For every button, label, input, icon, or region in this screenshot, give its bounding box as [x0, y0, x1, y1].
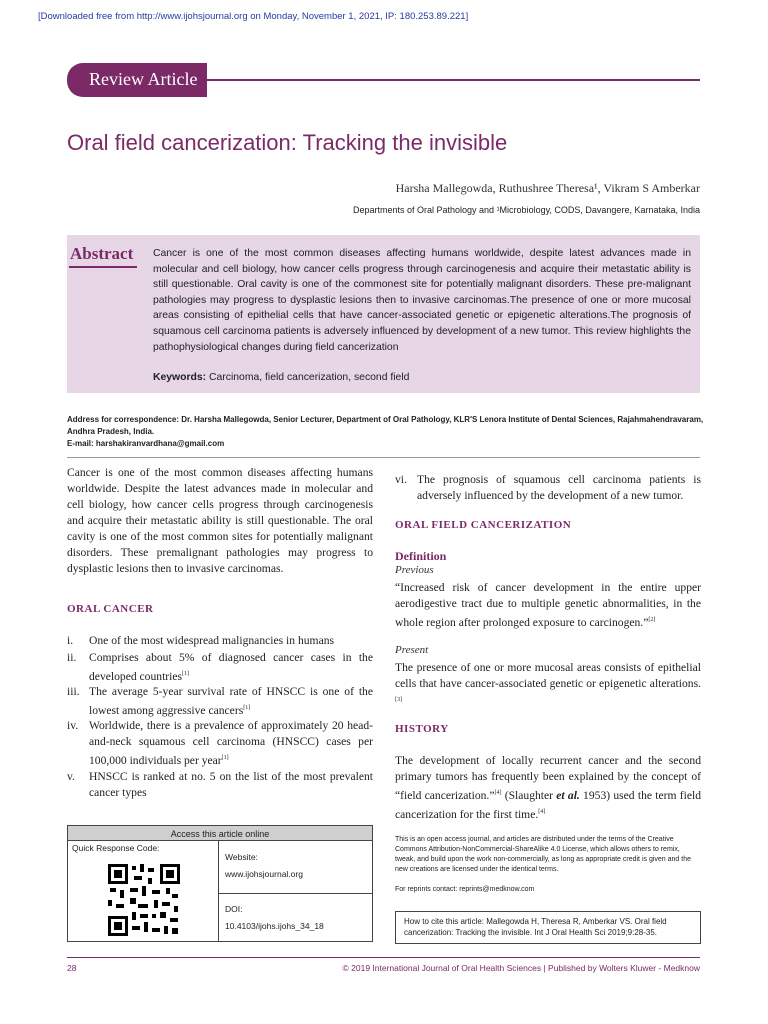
citation: [2]: [648, 617, 656, 623]
correspondence-label: Address for correspondence:: [67, 415, 180, 424]
keywords-text: Carcinoma, field cancerization, second field: [209, 372, 410, 383]
page-number: 28: [67, 963, 77, 973]
article-title: Oral field cancerization: Tracking the invisible: [67, 130, 508, 155]
qr-label: Quick Response Code:: [72, 843, 160, 853]
citation: [1]: [182, 671, 190, 677]
website-label: Website:: [225, 852, 258, 862]
header-rule: [205, 79, 700, 81]
history-text: (Slaughter: [501, 788, 557, 802]
access-divider-h: [218, 893, 373, 894]
doi-link[interactable]: 10.4103/ijohs.ijohs_34_18: [225, 921, 324, 931]
authors: Harsha Mallegowda, Ruthushree Theresa¹, Vikram S Amberkar: [395, 181, 700, 195]
reprints-contact: For reprints contact: reprints@medknow.com: [395, 886, 535, 893]
citation: [4]: [494, 790, 502, 796]
history-text: The development of locally recurrent cancer and the second primary tumors has frequently been explained by the concept of “field cancerization.”: [395, 754, 701, 802]
list-num: ii.: [67, 651, 77, 664]
doi-label: DOI:: [225, 904, 243, 914]
footer-rule: [67, 957, 700, 958]
list-num: iii.: [67, 685, 80, 698]
article-type-tab: [67, 63, 207, 97]
access-heading: Access this article online: [67, 825, 373, 841]
keywords-label: Keywords:: [153, 372, 207, 383]
affiliation: Departments of Oral Pathology and ¹Microbiology, CODS, Davangere, Karnataka, India: [352, 205, 700, 215]
website-link[interactable]: www.ijohsjournal.org: [225, 869, 303, 879]
intro-paragraph: Cancer is one of the most common diseases affecting humans worldwide. Despite the latest advances made in molecular and cell biology, how cancer cells progress through carcinogenesis and acquire their metastatic ability is still questionable. The oral cavity is one of the most common sites for potentially malignant disorders. These premalignant pathologies may progress to dysplastic lesions then to invasive carcinomas.: [67, 466, 373, 575]
list-item-text: [89, 650, 373, 685]
previous-definition-text: “Increased risk of cancer development in the entire upper aerodigestive tract due to multiple genetic abnormalities, in the whole region after prolonged exposure to carcinogen.”: [395, 581, 701, 629]
abstract-underline: [69, 266, 137, 268]
citation: [4]: [538, 808, 546, 815]
heading-history: HISTORY: [395, 723, 449, 735]
citation: [1]: [243, 705, 251, 711]
citation-box: How to cite this article: Mallegowda H, Theresa R, Amberkar VS. Oral field cancerization: Tracking the invisible. Int J Oral Health Sci 2019;9:28-35.: [395, 911, 701, 944]
correspondence-email: E-mail: harshakiranvardhana@gmail.com: [67, 439, 225, 448]
list-item-text: [89, 718, 373, 769]
list-item: [67, 650, 373, 682]
correspondence: [67, 414, 707, 450]
list-item: [67, 633, 373, 649]
download-note: [Downloaded free from http://www.ijohsjournal.org on Monday, November 1, 2021, IP: 180.253.89.221]: [38, 11, 469, 22]
list-item-text: [89, 684, 373, 719]
heading-oral-field-cancerization: ORAL FIELD CANCERIZATION: [395, 519, 572, 531]
keywords: [153, 372, 409, 383]
list-item: [67, 769, 373, 801]
open-access-text: This is an open access journal, and articles are distributed under the terms of the Creative Commons Attribution-NonCommercial-ShareAlike 4.0 License, which allows others to remix, tweak, and build upon the work non-commercially, as long as appropriate credit is given and the new creations are licensed under the identical terms.: [395, 836, 691, 873]
present-definition-text: The presence of one or more mucosal areas consists of epithelial cells that have cancer-associated genetic or epigenetic alterations.: [395, 661, 701, 690]
list-num: i.: [67, 634, 74, 647]
section-rule: [67, 457, 700, 458]
list-text: Comprises about 5% of diagnosed cancer cases in the developed countries: [89, 651, 373, 683]
previous-label: Previous: [395, 564, 434, 576]
list-text: The prognosis of squamous cell carcinoma patients is adversely influenced by the development of a new tumor.: [417, 473, 701, 502]
citation: [3]: [395, 697, 402, 703]
list-item: [67, 684, 373, 716]
list-text: One of the most widespread malignancies in humans: [89, 634, 335, 647]
open-access-note: [395, 835, 701, 895]
list-text: HNSCC is ranked at no. 5 on the list of the most prevalent cancer types: [89, 770, 373, 799]
abstract-text: Cancer is one of the most common diseases affecting humans worldwide, despite latest advances made in molecular and cell biology, how cancer cells progress through carcinogenesis and acquire their metastatic ability is still questionable. Oral cavity is one of the commonest site for potentially malignant disorders. These pre-malignant pathologies may progress to dysplastic lesions then to invasive carcinomas.The presence of one or more mucosal areas consisting of epithelial cells that have cancer-associated genetic or epigenetic alterations.The prognosis of squamous cell carcinoma patients is adversely influenced by development of a new tumor. This review highlights the pathophysiological changes during field cancerization: [153, 248, 691, 353]
list-item: [395, 472, 701, 506]
present-label: Present: [395, 644, 429, 656]
definition-heading: Definition: [395, 549, 447, 563]
qr-code-icon[interactable]: [108, 864, 180, 936]
heading-oral-cancer: ORAL CANCER: [67, 603, 154, 615]
article-type-label: Review Article: [89, 69, 198, 89]
list-num: vi.: [395, 473, 407, 486]
list-text: Worldwide, there is a prevalence of approximately 20 head-and-neck squamous cell carcinoma (HNSCC) cases per 100,000 individuals per year: [89, 719, 373, 767]
access-divider-v: [218, 841, 219, 942]
present-definition: [395, 660, 701, 711]
list-item: [67, 718, 373, 766]
journal-footer: © 2019 International Journal of Oral Health Sciences | Published by Wolters Kluwer - Medknow: [342, 963, 700, 973]
list-text: The average 5-year survival rate of HNSCC is one of the lowest among aggressive cancers: [89, 685, 373, 717]
oral-cancer-list: [67, 633, 373, 808]
history-paragraph: [395, 753, 701, 823]
correspondence-text: Dr. Harsha Mallegowda, Senior Lecturer, Department of Oral Pathology, KLR'S Lenora Institute of Dental Sciences, Rajahmahendravaram, Andhra Pradesh, India.: [67, 415, 704, 436]
abstract-label: Abstract: [70, 244, 134, 263]
citation: [1]: [221, 755, 229, 761]
list-num: iv.: [67, 719, 79, 732]
previous-definition: [395, 580, 701, 631]
history-text: 1953) used the term field cancerization for the first time.: [395, 788, 702, 821]
list-num: v.: [67, 770, 75, 783]
history-etal: et al.: [556, 788, 580, 802]
